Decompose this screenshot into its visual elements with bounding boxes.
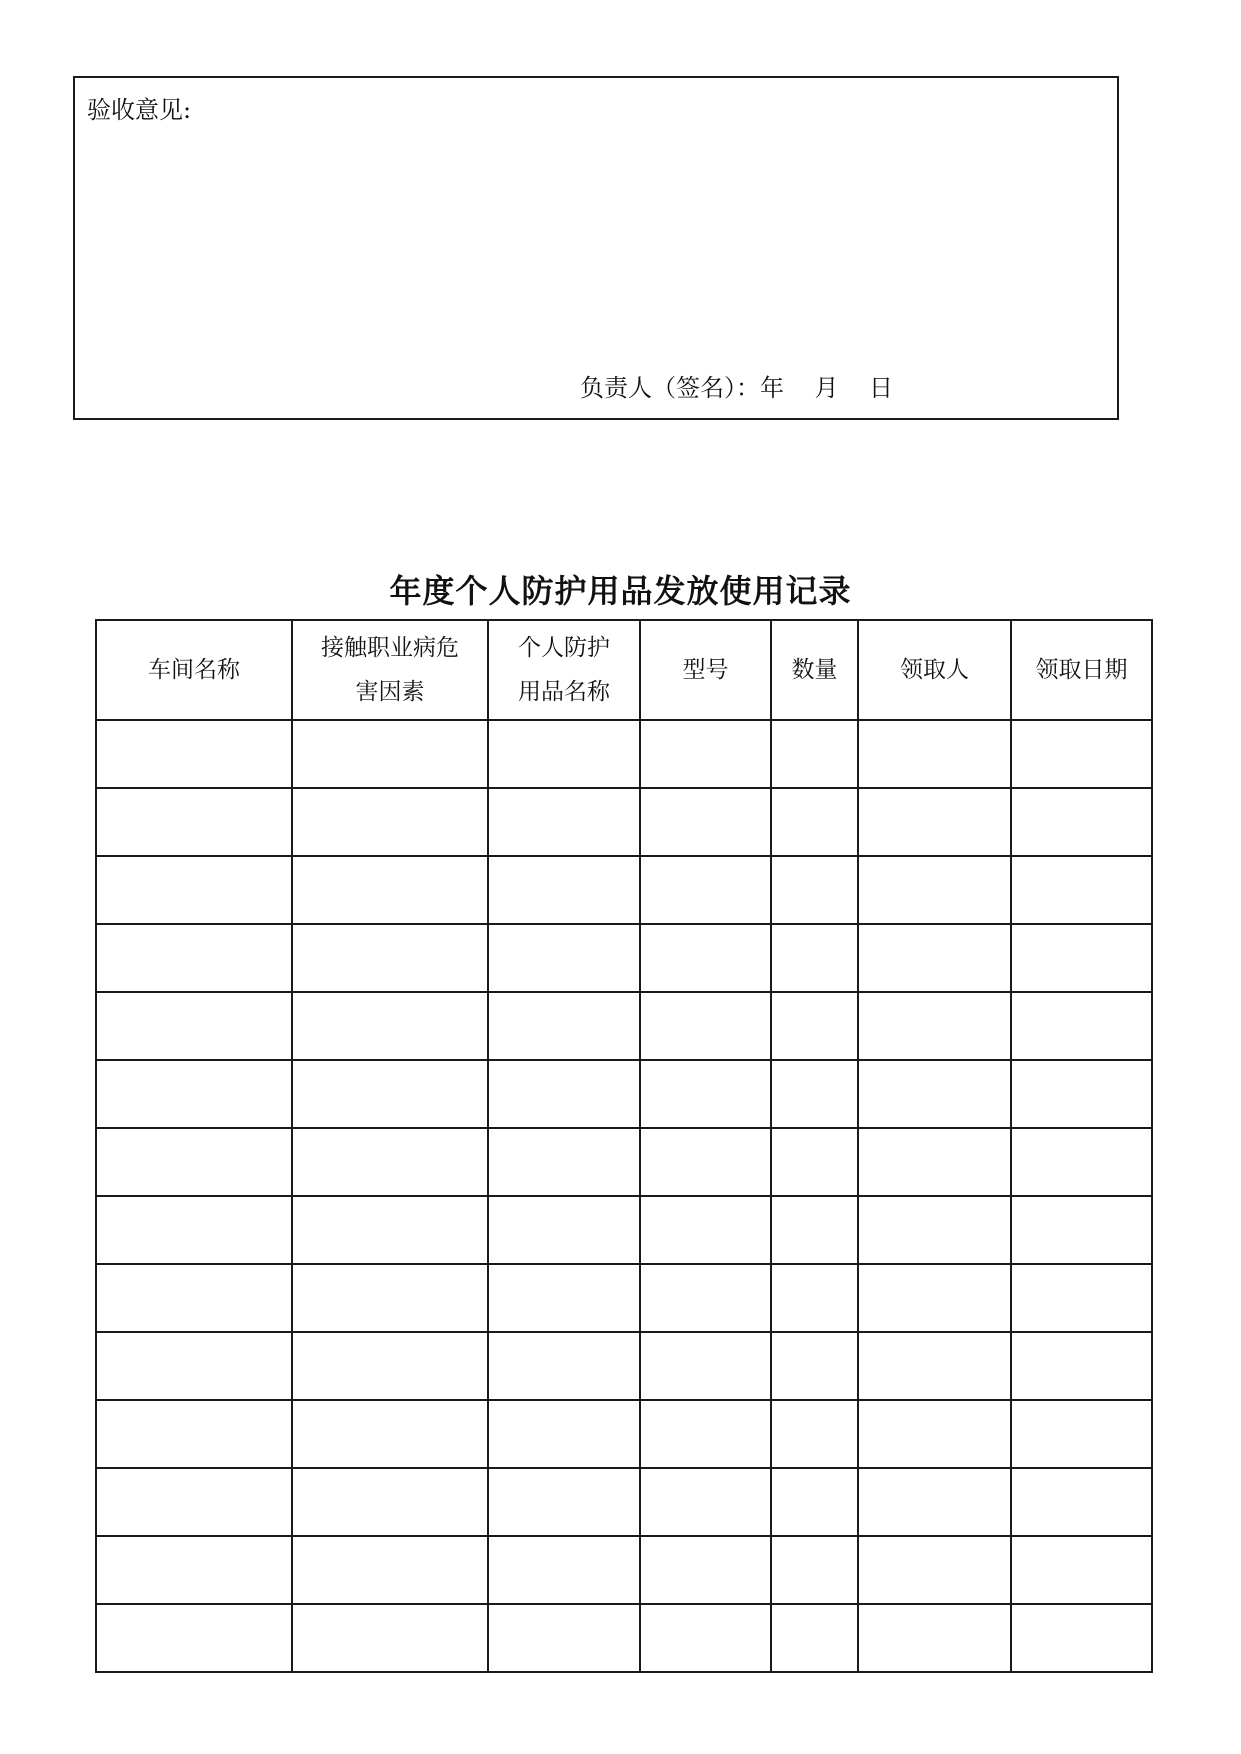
cell-receive-date[interactable] xyxy=(1011,1060,1152,1128)
header-hazard-factors-line-2: 害因素 xyxy=(355,679,425,705)
cell-ppe-name[interactable] xyxy=(488,1128,640,1196)
cell-recipient[interactable] xyxy=(858,788,1011,856)
cell-quantity[interactable] xyxy=(771,788,858,856)
cell-ppe-name[interactable] xyxy=(488,1196,640,1264)
cell-workshop-name[interactable] xyxy=(96,992,292,1060)
cell-receive-date[interactable] xyxy=(1011,1196,1152,1264)
cell-ppe-name[interactable] xyxy=(488,1536,640,1604)
header-recipient xyxy=(858,620,1011,720)
cell-workshop-name[interactable] xyxy=(96,1604,292,1672)
cell-ppe-name[interactable] xyxy=(488,856,640,924)
cell-ppe-name[interactable] xyxy=(488,1332,640,1400)
cell-hazard-factors[interactable] xyxy=(292,1196,488,1264)
cell-ppe-name[interactable] xyxy=(488,1468,640,1536)
cell-receive-date[interactable] xyxy=(1011,1128,1152,1196)
cell-receive-date[interactable] xyxy=(1011,1400,1152,1468)
cell-recipient[interactable] xyxy=(858,1264,1011,1332)
cell-quantity[interactable] xyxy=(771,1196,858,1264)
cell-model[interactable] xyxy=(640,856,771,924)
cell-recipient[interactable] xyxy=(858,1060,1011,1128)
cell-hazard-factors[interactable] xyxy=(292,1468,488,1536)
signature-date-line: 负责人（签名）：年 月 日 xyxy=(580,374,894,402)
cell-ppe-name[interactable] xyxy=(488,1264,640,1332)
table-row xyxy=(96,1468,1152,1536)
cell-recipient[interactable] xyxy=(858,1536,1011,1604)
cell-model[interactable] xyxy=(640,992,771,1060)
cell-workshop-name[interactable] xyxy=(96,720,292,788)
cell-model[interactable] xyxy=(640,1400,771,1468)
table-row xyxy=(96,788,1152,856)
cell-quantity[interactable] xyxy=(771,1468,858,1536)
cell-quantity[interactable] xyxy=(771,1536,858,1604)
cell-quantity[interactable] xyxy=(771,1264,858,1332)
cell-model[interactable] xyxy=(640,924,771,992)
cell-quantity[interactable] xyxy=(771,1128,858,1196)
ppe-record-table xyxy=(95,619,1153,1673)
cell-model[interactable] xyxy=(640,788,771,856)
cell-quantity[interactable] xyxy=(771,1604,858,1672)
table-row xyxy=(96,992,1152,1060)
header-ppe-name xyxy=(488,620,640,720)
table-row xyxy=(96,1060,1152,1128)
cell-workshop-name[interactable] xyxy=(96,1536,292,1604)
table-row xyxy=(96,1536,1152,1604)
table-row xyxy=(96,924,1152,992)
table-row xyxy=(96,856,1152,924)
cell-ppe-name[interactable] xyxy=(488,924,640,992)
cell-receive-date[interactable] xyxy=(1011,1468,1152,1536)
cell-ppe-name[interactable] xyxy=(488,720,640,788)
cell-quantity[interactable] xyxy=(771,1332,858,1400)
acceptance-opinion-label: 验收意见: xyxy=(87,96,192,124)
cell-hazard-factors[interactable] xyxy=(292,720,488,788)
cell-ppe-name[interactable] xyxy=(488,788,640,856)
table-row xyxy=(96,1400,1152,1468)
header-workshop-name xyxy=(96,620,292,720)
header-workshop-name-line-1: 车间名称 xyxy=(148,657,240,683)
cell-workshop-name[interactable] xyxy=(96,1060,292,1128)
cell-recipient[interactable] xyxy=(858,1604,1011,1672)
cell-workshop-name[interactable] xyxy=(96,1264,292,1332)
cell-hazard-factors[interactable] xyxy=(292,1264,488,1332)
table-row xyxy=(96,1196,1152,1264)
cell-recipient[interactable] xyxy=(858,924,1011,992)
table-header-row xyxy=(96,620,1152,720)
header-ppe-name-line-1: 个人防护 xyxy=(518,635,610,661)
cell-hazard-factors[interactable] xyxy=(292,1604,488,1672)
cell-hazard-factors[interactable] xyxy=(292,924,488,992)
cell-quantity[interactable] xyxy=(771,720,858,788)
cell-receive-date[interactable] xyxy=(1011,1332,1152,1400)
cell-hazard-factors[interactable] xyxy=(292,1060,488,1128)
cell-receive-date[interactable] xyxy=(1011,924,1152,992)
cell-recipient[interactable] xyxy=(858,1196,1011,1264)
cell-model[interactable] xyxy=(640,1468,771,1536)
cell-workshop-name[interactable] xyxy=(96,1332,292,1400)
cell-ppe-name[interactable] xyxy=(488,1400,640,1468)
table-row xyxy=(96,1604,1152,1672)
cell-model[interactable] xyxy=(640,1604,771,1672)
cell-model[interactable] xyxy=(640,720,771,788)
cell-model[interactable] xyxy=(640,1536,771,1604)
cell-quantity[interactable] xyxy=(771,1060,858,1128)
cell-receive-date[interactable] xyxy=(1011,788,1152,856)
cell-workshop-name[interactable] xyxy=(96,1468,292,1536)
cell-hazard-factors[interactable] xyxy=(292,788,488,856)
cell-workshop-name[interactable] xyxy=(96,788,292,856)
cell-model[interactable] xyxy=(640,1264,771,1332)
cell-quantity[interactable] xyxy=(771,992,858,1060)
cell-recipient[interactable] xyxy=(858,1400,1011,1468)
cell-hazard-factors[interactable] xyxy=(292,1128,488,1196)
cell-recipient[interactable] xyxy=(858,1468,1011,1536)
cell-workshop-name[interactable] xyxy=(96,1128,292,1196)
cell-hazard-factors[interactable] xyxy=(292,992,488,1060)
cell-recipient[interactable] xyxy=(858,992,1011,1060)
header-recipient-line-1: 领取人 xyxy=(900,657,969,683)
cell-quantity[interactable] xyxy=(771,924,858,992)
cell-recipient[interactable] xyxy=(858,1128,1011,1196)
cell-receive-date[interactable] xyxy=(1011,720,1152,788)
cell-hazard-factors[interactable] xyxy=(292,1536,488,1604)
cell-ppe-name[interactable] xyxy=(488,992,640,1060)
header-quantity-line-1: 数量 xyxy=(791,657,838,683)
table-row xyxy=(96,1332,1152,1400)
header-model-line-1: 型号 xyxy=(682,657,729,683)
cell-recipient[interactable] xyxy=(858,720,1011,788)
cell-receive-date[interactable] xyxy=(1011,992,1152,1060)
cell-recipient[interactable] xyxy=(858,1332,1011,1400)
cell-ppe-name[interactable] xyxy=(488,1060,640,1128)
header-receive-date-line-1: 领取日期 xyxy=(1035,657,1128,683)
cell-model[interactable] xyxy=(640,1196,771,1264)
cell-ppe-name[interactable] xyxy=(488,1604,640,1672)
table-row xyxy=(96,720,1152,788)
cell-hazard-factors[interactable] xyxy=(292,1400,488,1468)
cell-model[interactable] xyxy=(640,1332,771,1400)
cell-model[interactable] xyxy=(640,1060,771,1128)
record-title: 年度个人防护用品发放使用记录 xyxy=(389,572,852,610)
table-row xyxy=(96,1264,1152,1332)
acceptance-opinion-box xyxy=(73,76,1119,420)
header-receive-date xyxy=(1011,620,1152,720)
cell-model[interactable] xyxy=(640,1128,771,1196)
table-body xyxy=(96,720,1152,1672)
header-quantity xyxy=(771,620,858,720)
cell-quantity[interactable] xyxy=(771,1400,858,1468)
cell-workshop-name[interactable] xyxy=(96,856,292,924)
cell-workshop-name[interactable] xyxy=(96,1196,292,1264)
cell-quantity[interactable] xyxy=(771,856,858,924)
cell-workshop-name[interactable] xyxy=(96,1400,292,1468)
cell-hazard-factors[interactable] xyxy=(292,856,488,924)
cell-receive-date[interactable] xyxy=(1011,1264,1152,1332)
table-row xyxy=(96,1128,1152,1196)
cell-recipient[interactable] xyxy=(858,856,1011,924)
cell-receive-date[interactable] xyxy=(1011,1536,1152,1604)
header-ppe-name-line-2: 用品名称 xyxy=(518,679,610,705)
header-hazard-factors xyxy=(292,620,488,720)
cell-receive-date[interactable] xyxy=(1011,1604,1152,1672)
cell-workshop-name[interactable] xyxy=(96,924,292,992)
header-model xyxy=(640,620,771,720)
cell-hazard-factors[interactable] xyxy=(292,1332,488,1400)
cell-receive-date[interactable] xyxy=(1011,856,1152,924)
header-hazard-factors-line-1: 接触职业病危 xyxy=(321,635,459,661)
